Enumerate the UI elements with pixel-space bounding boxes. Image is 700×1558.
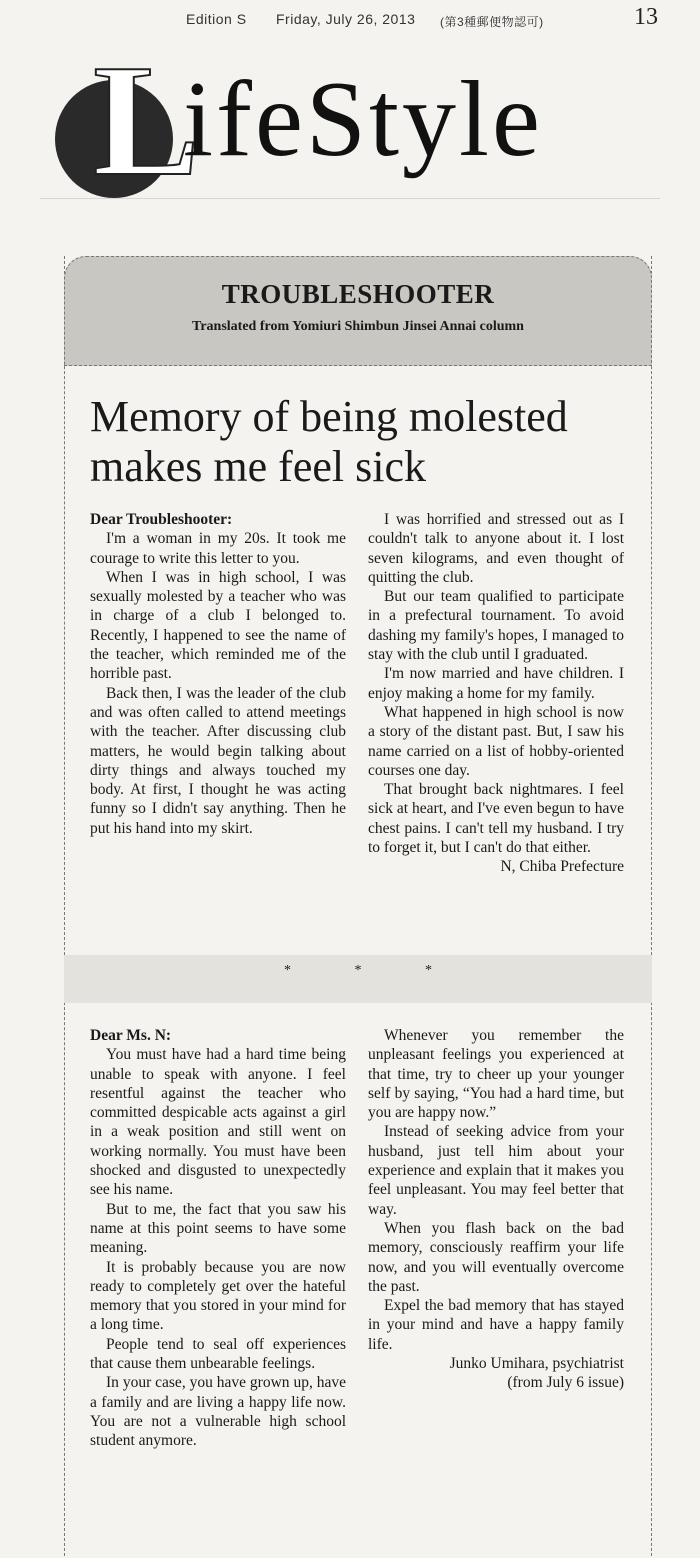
letter-paragraph: That brought back nightmares. I feel sick at heart, and I've even begun to have chest pains. I can't tell my husband. I try to forget it, but I can't do that either. (368, 781, 624, 857)
reply-signature: Junko Umihara, psychiatrist (449, 1355, 624, 1373)
separator-stars: * * * (284, 963, 432, 978)
reply-paragraph: Whenever you remember the unpleasant feelings you experienced at that time, try to cheer up your younger self by saying, “You had a hard time, but you are happy now.” (368, 1027, 624, 1122)
column-header (64, 256, 652, 366)
reply-paragraph: In your case, you have grown up, have a family and are living a happy life now. You are not a vulnerable high school student anymore. (90, 1374, 346, 1450)
letter-paragraph: What happened in high school is now a story of the distant past. But, I saw his name carried on a list of hobby-oriented courses one day. (368, 703, 624, 779)
reply-paragraph: When you flash back on the bad memory, consciously reaffirm your life now, and you will eventually overcome the past. (368, 1219, 624, 1295)
reply-paragraph: But to me, the fact that you saw his name at this point seems to have some meaning. (90, 1200, 346, 1257)
letter-paragraph: I'm a woman in my 20s. It took me courage to write this letter to you. (90, 530, 346, 567)
postal-note: (第3種郵便物認可) (440, 15, 544, 29)
reply-salutation: Dear Ms. N: (90, 1027, 172, 1044)
column-title: TROUBLESHOOTER (221, 279, 495, 309)
logo-wordmark: ifeStyle (183, 60, 543, 179)
letter-paragraph: Back then, I was the leader of the club and was often called to attend meetings with the teacher. After discussing club matters, he would begin talking about dirty things and always touched my body. At first, I thought he was acting funny so I didn't say anything. Then he put his hand into my skirt. (90, 684, 346, 837)
letter-column-left (90, 510, 346, 838)
reply-paragraph: Expel the bad memory that has stayed in your mind and have a happy family life. (368, 1297, 624, 1353)
letter-paragraph: I'm now married and have children. I enjoy making a home for my family. (368, 665, 624, 702)
logo-initial: L (93, 31, 200, 209)
reply-column-left (90, 1026, 346, 1451)
reply-paragraph: It is probably because you are now ready to completely get over the hateful memory that you stored in your mind for a long time. (90, 1258, 346, 1334)
column-subtitle: Translated from Yomiuri Shimbun Jinsei Annai column (192, 319, 524, 334)
letter-paragraph: But our team qualified to participate in a prefectural tournament. To avoid dashing my family's hopes, I managed to stay with the club until I graduated. (368, 588, 624, 664)
reply-source: (from July 6 issue) (507, 1374, 624, 1392)
reply-paragraph: You must have had a hard time being unable to speak with anyone. I feel resentful against the teacher who committed despicable acts against a girl in a weak position and still went on working normally. You must have been shocked and disgusted to unexpectedly see his name. (90, 1046, 346, 1199)
headline: Memory of being molested makes me feel sick (90, 392, 568, 491)
letter-column-right (368, 510, 624, 877)
section-logo (55, 31, 675, 209)
letter-signature: N, Chiba Prefecture (500, 858, 624, 876)
letter-paragraph: I was horrified and stressed out as I couldn't talk to anyone about it. I lost seven kilograms, and even thought of quitting the club. (368, 511, 624, 586)
issue-date: Friday, July 26, 2013 (276, 11, 416, 27)
reply-paragraph: People tend to seal off experiences that cause them unbearable feelings. (90, 1335, 346, 1373)
edition-label: Edition S (186, 11, 247, 27)
section-separator (64, 955, 652, 1003)
divider (40, 198, 660, 213)
page-number: 13 (634, 4, 658, 30)
reply-column-right (368, 1026, 624, 1393)
letter-paragraph: When I was in high school, I was sexually molested by a teacher who was in charge of a club I belonged to. Recently, I happened to see the name of the teacher, which reminded me of the horrible past. (90, 568, 346, 683)
letter-salutation: Dear Troubleshooter: (90, 511, 233, 528)
reply-paragraph: Instead of seeking advice from your husband, just tell him about your experience and explain that it makes you feel unpleasant. You may feel better that way. (368, 1123, 624, 1218)
